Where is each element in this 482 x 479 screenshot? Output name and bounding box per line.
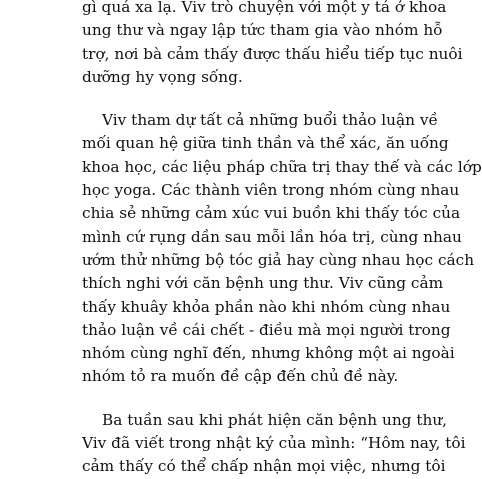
text-line: học yoga. Các thành viên trong nhóm cùng nhau: [82, 181, 460, 200]
paragraph-1: [82, 0, 463, 89]
text-line: khoa học, các liệu pháp chữa trị thay thế và các lớp: [82, 157, 482, 176]
text-line: dưỡng hy vọng sống.: [82, 67, 243, 86]
text-line: chia sẻ những cảm xúc vui buồn khi thấy tóc của: [82, 204, 461, 223]
text-line: Viv đã viết trong nhật ký của mình: “Hôm nay, tôi: [82, 434, 466, 453]
text-line: trợ, nơi bà cảm thấy được thấu hiểu tiếp tục nuôi: [82, 44, 463, 63]
text-line: nhóm cùng nghĩ đến, nhưng không một ai ngoài: [82, 344, 455, 363]
text-line: Ba tuần sau khi phát hiện căn bệnh ung thư,: [102, 410, 448, 429]
text-line: cảm thấy có thể chấp nhận mọi việc, nhưng tôi: [82, 457, 446, 476]
text-line: gì quá xa lạ. Viv trò chuyện với một y tá ở khoa: [82, 0, 447, 16]
text-line: thảo luận về cái chết - điều mà mọi người trong: [82, 320, 451, 339]
paragraph-2: [82, 109, 482, 389]
text-line: thấy khuây khỏa phần nào khi nhóm cùng nhau: [82, 297, 451, 316]
paragraph-3: [82, 409, 466, 479]
text-line: nhóm tỏ ra muốn đề cập đến chủ đề này.: [82, 367, 399, 386]
text-line: Viv tham dự tất cả những buổi thảo luận về: [102, 111, 438, 130]
text-line: thích nghi với căn bệnh ung thư. Viv cũng cảm: [82, 274, 444, 293]
text-line: mối quan hệ giữa tinh thần và thể xác, ăn uống: [82, 134, 449, 153]
body-text: [82, 0, 482, 479]
text-line: ướm thử những bộ tóc giả hay cùng nhau học cách: [82, 250, 475, 269]
text-line: ung thư và ngay lập tức tham gia vào nhóm hỗ: [82, 21, 443, 40]
text-line: mình cứ rụng dần sau mỗi lần hóa trị, cùng nhau: [82, 227, 462, 246]
